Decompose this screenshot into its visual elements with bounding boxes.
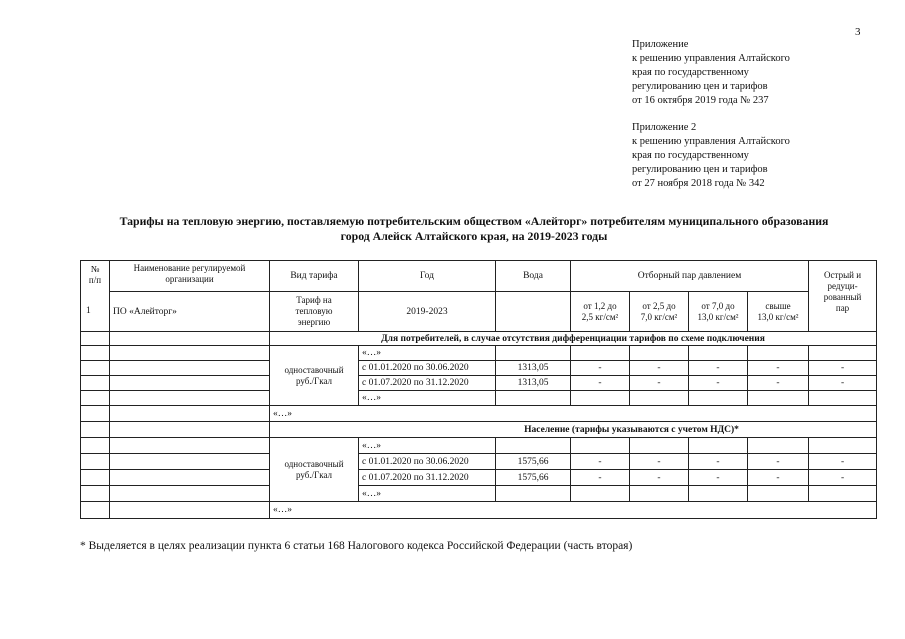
water-cell-empty: [496, 292, 571, 332]
section-title-row: [81, 332, 877, 346]
title-line-2: город Алейск Алтайского края, на 2019-2023 годы: [340, 229, 608, 243]
dash: -: [689, 470, 748, 486]
section-1-tariff-type: одноставочный руб./Гкал: [270, 346, 359, 406]
table-row: [81, 346, 877, 361]
ellipsis: «…»: [270, 502, 877, 519]
dash: -: [809, 470, 877, 486]
col-pressure-3: от 7,0 до 13,0 кг/см²: [689, 292, 748, 332]
col-pressure-2: от 2,5 до 7,0 кг/см²: [630, 292, 689, 332]
ellipsis: «…»: [359, 391, 496, 406]
dash: -: [748, 470, 809, 486]
table-row: [81, 486, 877, 502]
col-pressure-1: от 1,2 до 2,5 кг/см²: [571, 292, 630, 332]
annex-header: Приложение к решению управления Алтайского края по государственному регулированию цен и тарифов от 16 октября 2019 года № 237: [632, 39, 790, 106]
water-value: 1575,66: [496, 470, 571, 486]
section-1-title: Для потребителей, в случае отсутствия дифференциации тарифов по схеме подключения: [270, 332, 877, 346]
table-row: [81, 391, 877, 406]
dash: -: [748, 454, 809, 470]
ellipsis: «…»: [359, 438, 496, 454]
col-year-header: Год: [359, 261, 496, 292]
ellipsis: «…»: [359, 346, 496, 361]
dash: -: [748, 376, 809, 391]
dash: -: [571, 376, 630, 391]
ellipsis: «…»: [359, 486, 496, 502]
period: с 01.01.2020 по 30.06.2020: [359, 361, 496, 376]
row-1-number: 1: [86, 306, 91, 316]
col-org-header: Наименование регулируемой организации: [110, 261, 270, 292]
dash: -: [571, 470, 630, 486]
period: с 01.07.2020 по 31.12.2020: [359, 376, 496, 391]
annex-2-header: Приложение 2 к решению управления Алтайского края по государственному регулированию цен и тарифов от 27 ноября 2018 года № 342: [632, 122, 790, 189]
section-2-tariff-type: одноставочный руб./Гкал: [270, 438, 359, 502]
col-pressure-4: свыше 13,0 кг/см²: [748, 292, 809, 332]
table-row: [81, 361, 877, 376]
dash: -: [809, 376, 877, 391]
dash: -: [571, 454, 630, 470]
dash: -: [809, 361, 877, 376]
page-number: 3: [855, 26, 861, 38]
document-title: [40, 214, 905, 244]
dash: -: [630, 470, 689, 486]
dash: -: [630, 361, 689, 376]
dash: -: [630, 376, 689, 391]
tariff-kind: Тариф на тепловую энергию: [270, 292, 359, 332]
ellipsis: «…»: [270, 406, 877, 422]
tariff-table: [80, 260, 877, 519]
header-row: [81, 261, 877, 292]
dash: -: [571, 361, 630, 376]
col-sharp-steam-header: Острый и редуци- рованный пар: [809, 261, 877, 332]
water-value: 1313,05: [496, 376, 571, 391]
footnote: * Выделяется в целях реализации пункта 6 статьи 168 Налогового кодекса Российской Федерации (часть вторая): [80, 540, 633, 552]
col-num-header: № п/п: [81, 261, 110, 332]
col-steam-header: Отборный пар давлением: [571, 261, 809, 292]
water-value: 1313,05: [496, 361, 571, 376]
table-row: [81, 406, 877, 422]
section-title-row: [81, 422, 877, 438]
dash: -: [689, 376, 748, 391]
row-1: [81, 292, 877, 332]
water-value: 1575,66: [496, 454, 571, 470]
dash: -: [689, 454, 748, 470]
title-line-1: Тарифы на тепловую энергию, поставляемую потребительским обществом «Алейторг» потребителям муниципального образования: [119, 214, 829, 228]
section-2-title: Население (тарифы указываются с учетом НДС)*: [270, 422, 877, 438]
col-water-header: Вода: [496, 261, 571, 292]
org-name: ПО «Алейторг»: [110, 292, 270, 332]
dash: -: [748, 361, 809, 376]
tariff-years: 2019-2023: [359, 292, 496, 332]
table-row: [81, 438, 877, 454]
table-row: [81, 454, 877, 470]
table-row: [81, 470, 877, 486]
period: с 01.07.2020 по 31.12.2020: [359, 470, 496, 486]
period: с 01.01.2020 по 30.06.2020: [359, 454, 496, 470]
dash: -: [689, 361, 748, 376]
col-tariff-type-header: Вид тарифа: [270, 261, 359, 292]
dash: -: [809, 454, 877, 470]
table-row: [81, 376, 877, 391]
table-row: [81, 502, 877, 519]
dash: -: [630, 454, 689, 470]
